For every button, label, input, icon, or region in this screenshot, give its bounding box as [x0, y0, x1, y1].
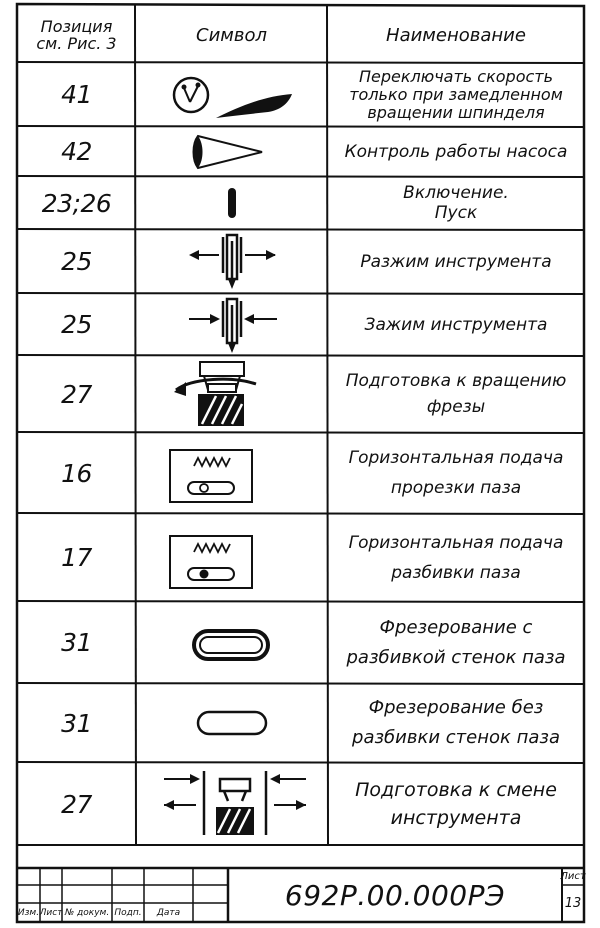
slot-break-feed-icon — [168, 534, 254, 590]
stamp-col-izm: Изм. — [17, 908, 40, 918]
row-2-position: 42 — [61, 137, 92, 166]
row-11-name: Подготовка к смене инструмента — [355, 779, 557, 829]
row-11-position: 27 — [61, 789, 92, 819]
tool-change-icon — [160, 767, 310, 841]
row-3-name: Включение. Пуск — [403, 183, 509, 223]
row-6-position: 27 — [61, 379, 92, 409]
header-position: Позиция см. Рис. 3 — [36, 17, 117, 53]
speed-switch-icon — [170, 70, 300, 122]
row-7-position: 16 — [61, 458, 92, 488]
row-7-name: Горизонтальная подача прорезки паза — [348, 448, 564, 498]
tool-unclamp-icon — [185, 233, 280, 293]
row-3-position: 23;26 — [41, 188, 112, 218]
row-10-name: Фрезерование без разбивки стенок паза — [352, 697, 560, 748]
row-8-name: Горизонтальная подача разбивки паза — [348, 532, 564, 583]
row-1-name: Переключать скорость только при замедленном вращении шпинделя — [349, 66, 563, 122]
document-number: 692Р.00.000РЭ — [284, 878, 506, 912]
cutter-rotation-icon — [172, 360, 257, 430]
row-1-position: 41 — [61, 80, 92, 109]
bold-slot-icon — [190, 627, 272, 663]
row-6-name: Подготовка к вращению фрезы — [345, 371, 567, 417]
tool-clamp-icon — [185, 297, 280, 357]
sheet-number: 13 — [564, 896, 582, 911]
row-5-name: Зажим инструмента — [364, 314, 548, 335]
pump-cone-icon — [190, 132, 270, 172]
stamp-col-sign: Подп. — [114, 908, 142, 918]
stamp-col-date: Дата — [156, 908, 181, 918]
row-9-position: 31 — [61, 628, 92, 657]
slot-cut-feed-icon — [168, 448, 254, 504]
row-10-position: 31 — [61, 708, 92, 738]
sheet-label: Лист — [560, 870, 586, 882]
row-4-position: 25 — [61, 247, 92, 276]
row-9-name: Фрезерование с разбивкой стенок паза — [346, 616, 566, 668]
header-name: Наименование — [386, 24, 526, 46]
thin-slot-icon — [194, 708, 270, 738]
row-2-name: Контроль работы насоса — [344, 141, 568, 162]
row-8-position: 17 — [61, 543, 92, 572]
header-symbol: Символ — [196, 24, 267, 46]
start-bar-icon — [222, 186, 242, 222]
stamp-col-list: Лист — [39, 908, 63, 918]
row-5-position: 25 — [61, 310, 92, 339]
row-4-name: Разжим инструмента — [360, 251, 552, 272]
stamp-col-doc: № докум. — [64, 908, 110, 918]
